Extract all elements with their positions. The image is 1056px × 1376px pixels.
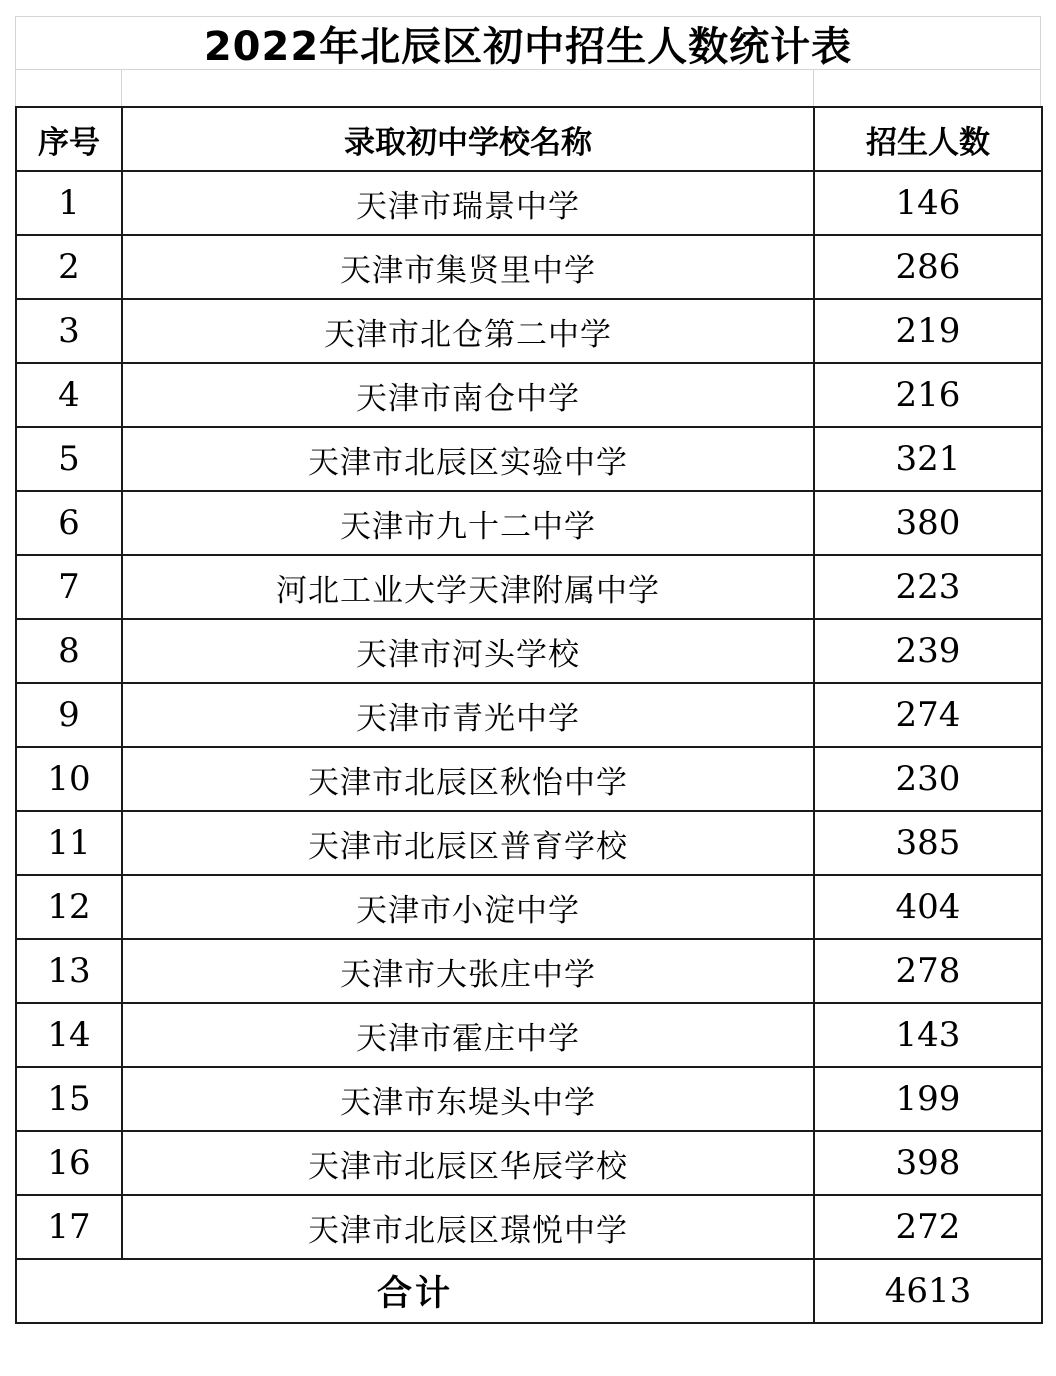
row-school-name: 天津市大张庄中学 <box>122 939 814 1003</box>
row-school-name: 天津市北辰区璟悦中学 <box>122 1195 814 1259</box>
row-enrollment-count: 274 <box>814 683 1042 747</box>
empty-cell[interactable] <box>122 70 814 106</box>
row-seq: 10 <box>16 747 122 811</box>
row-school-name: 天津市北辰区秋怡中学 <box>122 747 814 811</box>
header-row <box>16 107 1042 171</box>
table-row <box>16 939 1042 1003</box>
header-school: 录取初中学校名称 <box>122 107 814 171</box>
row-school-name: 天津市瑞景中学 <box>122 171 814 235</box>
total-row <box>16 1259 1042 1323</box>
table-row <box>16 555 1042 619</box>
table-row <box>16 683 1042 747</box>
row-enrollment-count: 219 <box>814 299 1042 363</box>
row-school-name: 天津市北辰区普育学校 <box>122 811 814 875</box>
row-enrollment-count: 272 <box>814 1195 1042 1259</box>
row-seq: 1 <box>16 171 122 235</box>
row-school-name: 天津市北辰区华辰学校 <box>122 1131 814 1195</box>
row-enrollment-count: 223 <box>814 555 1042 619</box>
row-enrollment-count: 321 <box>814 427 1042 491</box>
empty-cell[interactable] <box>814 70 1040 106</box>
row-seq: 9 <box>16 683 122 747</box>
row-school-name: 天津市霍庄中学 <box>122 1003 814 1067</box>
row-seq: 6 <box>16 491 122 555</box>
row-seq: 11 <box>16 811 122 875</box>
row-school-name: 天津市北仓第二中学 <box>122 299 814 363</box>
row-enrollment-count: 146 <box>814 171 1042 235</box>
row-enrollment-count: 398 <box>814 1131 1042 1195</box>
row-school-name: 河北工业大学天津附属中学 <box>122 555 814 619</box>
table-row <box>16 875 1042 939</box>
row-enrollment-count: 278 <box>814 939 1042 1003</box>
row-enrollment-count: 199 <box>814 1067 1042 1131</box>
row-school-name: 天津市小淀中学 <box>122 875 814 939</box>
row-seq: 4 <box>16 363 122 427</box>
row-seq: 15 <box>16 1067 122 1131</box>
row-school-name: 天津市河头学校 <box>122 619 814 683</box>
row-seq: 13 <box>16 939 122 1003</box>
row-seq: 12 <box>16 875 122 939</box>
empty-cell[interactable] <box>16 70 122 106</box>
row-school-name: 天津市九十二中学 <box>122 491 814 555</box>
row-enrollment-count: 143 <box>814 1003 1042 1067</box>
row-enrollment-count: 286 <box>814 235 1042 299</box>
total-label: 合计 <box>16 1259 814 1323</box>
row-school-name: 天津市南仓中学 <box>122 363 814 427</box>
table-row <box>16 1131 1042 1195</box>
row-school-name: 天津市北辰区实验中学 <box>122 427 814 491</box>
table-row <box>16 235 1042 299</box>
row-school-name: 天津市青光中学 <box>122 683 814 747</box>
row-enrollment-count: 380 <box>814 491 1042 555</box>
table-row <box>16 747 1042 811</box>
row-school-name: 天津市集贤里中学 <box>122 235 814 299</box>
row-enrollment-count: 230 <box>814 747 1042 811</box>
table-row <box>16 299 1042 363</box>
table-row <box>16 619 1042 683</box>
table-row <box>16 171 1042 235</box>
table-row <box>16 1067 1042 1131</box>
row-school-name: 天津市东堤头中学 <box>122 1067 814 1131</box>
spreadsheet <box>15 16 1041 1324</box>
row-enrollment-count: 404 <box>814 875 1042 939</box>
row-enrollment-count: 239 <box>814 619 1042 683</box>
row-seq: 5 <box>16 427 122 491</box>
row-seq: 3 <box>16 299 122 363</box>
table-title: 2022年北辰区初中招生人数统计表 <box>15 16 1041 70</box>
enrollment-table <box>15 106 1043 1324</box>
row-seq: 16 <box>16 1131 122 1195</box>
table-row <box>16 491 1042 555</box>
row-seq: 7 <box>16 555 122 619</box>
table-row <box>16 427 1042 491</box>
total-value: 4613 <box>814 1259 1042 1323</box>
header-count: 招生人数 <box>814 107 1042 171</box>
table-row <box>16 1195 1042 1259</box>
header-seq: 序号 <box>16 107 122 171</box>
empty-row <box>15 70 1041 106</box>
row-enrollment-count: 385 <box>814 811 1042 875</box>
table-row <box>16 811 1042 875</box>
row-seq: 2 <box>16 235 122 299</box>
row-seq: 14 <box>16 1003 122 1067</box>
table-row <box>16 363 1042 427</box>
row-seq: 8 <box>16 619 122 683</box>
row-seq: 17 <box>16 1195 122 1259</box>
table-row <box>16 1003 1042 1067</box>
row-enrollment-count: 216 <box>814 363 1042 427</box>
